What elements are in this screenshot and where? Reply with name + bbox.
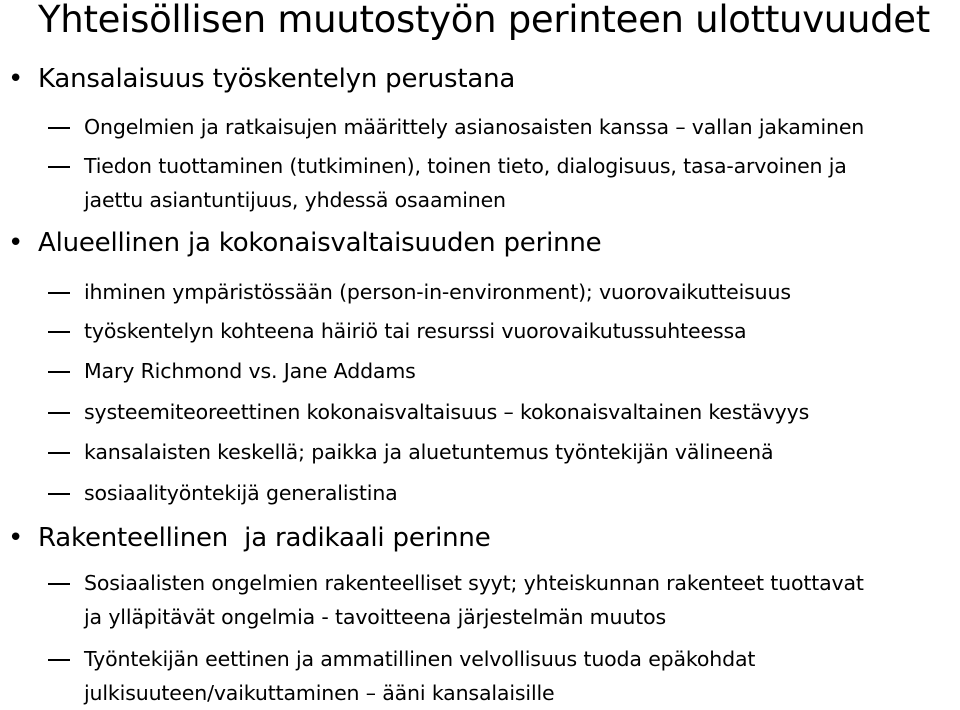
bullet-dot-icon: • (8, 523, 24, 553)
dash-icon (48, 395, 74, 429)
sub-bullet (84, 314, 746, 348)
sub-bullet (84, 275, 791, 309)
sub-bullet (84, 566, 864, 634)
sub-bullet-text: Ongelmien ja ratkaisujen määrittely asianosaisten kanssa – vallan jakaminen (84, 115, 865, 139)
sub-bullet-text: Työntekijän eettinen ja ammatillinen velvollisuus tuoda epäkohdat (84, 647, 756, 671)
dash-icon (48, 275, 74, 309)
dash-icon (48, 110, 74, 144)
sub-bullet (84, 435, 773, 469)
sub-bullet (84, 642, 755, 710)
sub-bullet-text: jaettu asiantuntijuus, yhdessä osaaminen (84, 188, 506, 212)
sub-bullet-text: kansalaisten keskellä; paikka ja aluetuntemus työntekijän välineenä (84, 440, 774, 464)
sub-bullet-text: systeemiteoreettinen kokonaisvaltaisuus – kokonaisvaltainen kestävyys (84, 400, 810, 424)
sub-bullet-text: työskentelyn kohteena häiriö tai resurssi vuorovaikutussuhteessa (84, 319, 747, 343)
bullet-dot-icon: • (8, 228, 24, 258)
sub-bullet-text: Tiedon tuottaminen (tutkiminen), toinen tieto, dialogisuus, tasa-arvoinen ja (84, 154, 847, 178)
sub-bullet (84, 476, 398, 510)
dash-icon (48, 476, 74, 510)
sub-bullet-text: sosiaalityöntekijä generalistina (84, 481, 398, 505)
slide-title: Yhteisöllisen muutostyön perinteen ulottuvuudet (38, 0, 930, 41)
sub-bullet (84, 110, 864, 144)
bullet-rakenteellinen (8, 522, 491, 554)
bullet-text: Alueellinen ja kokonaisvaltaisuuden perinne (38, 228, 602, 258)
dash-icon (48, 354, 74, 388)
dash-icon (48, 566, 74, 600)
dash-icon (48, 314, 74, 348)
bullet-kansalaisuus (8, 63, 516, 95)
dash-icon (48, 642, 74, 676)
sub-bullet (84, 354, 416, 388)
sub-bullet-text: ihminen ympäristössään (person-in-environment); vuorovaikutteisuus (84, 280, 791, 304)
sub-bullet-text: ja ylläpitävät ongelmia - tavoitteena järjestelmän muutos (84, 605, 666, 629)
bullet-dot-icon: • (8, 64, 24, 94)
sub-bullet (84, 149, 847, 217)
dash-icon (48, 149, 74, 183)
sub-bullet (84, 395, 809, 429)
sub-bullet-text: julkisuuteen/vaikuttaminen – ääni kansalaisille (84, 681, 555, 705)
bullet-text: Rakenteellinen ja radikaali perinne (38, 523, 491, 553)
bullet-text: Kansalaisuus työskentelyn perustana (38, 64, 516, 94)
bullet-alueellinen (8, 227, 602, 259)
sub-bullet-text: Sosiaalisten ongelmien rakenteelliset syyt; yhteiskunnan rakenteet tuottavat (84, 571, 864, 595)
sub-bullet-text: Mary Richmond vs. Jane Addams (84, 359, 416, 383)
dash-icon (48, 435, 74, 469)
